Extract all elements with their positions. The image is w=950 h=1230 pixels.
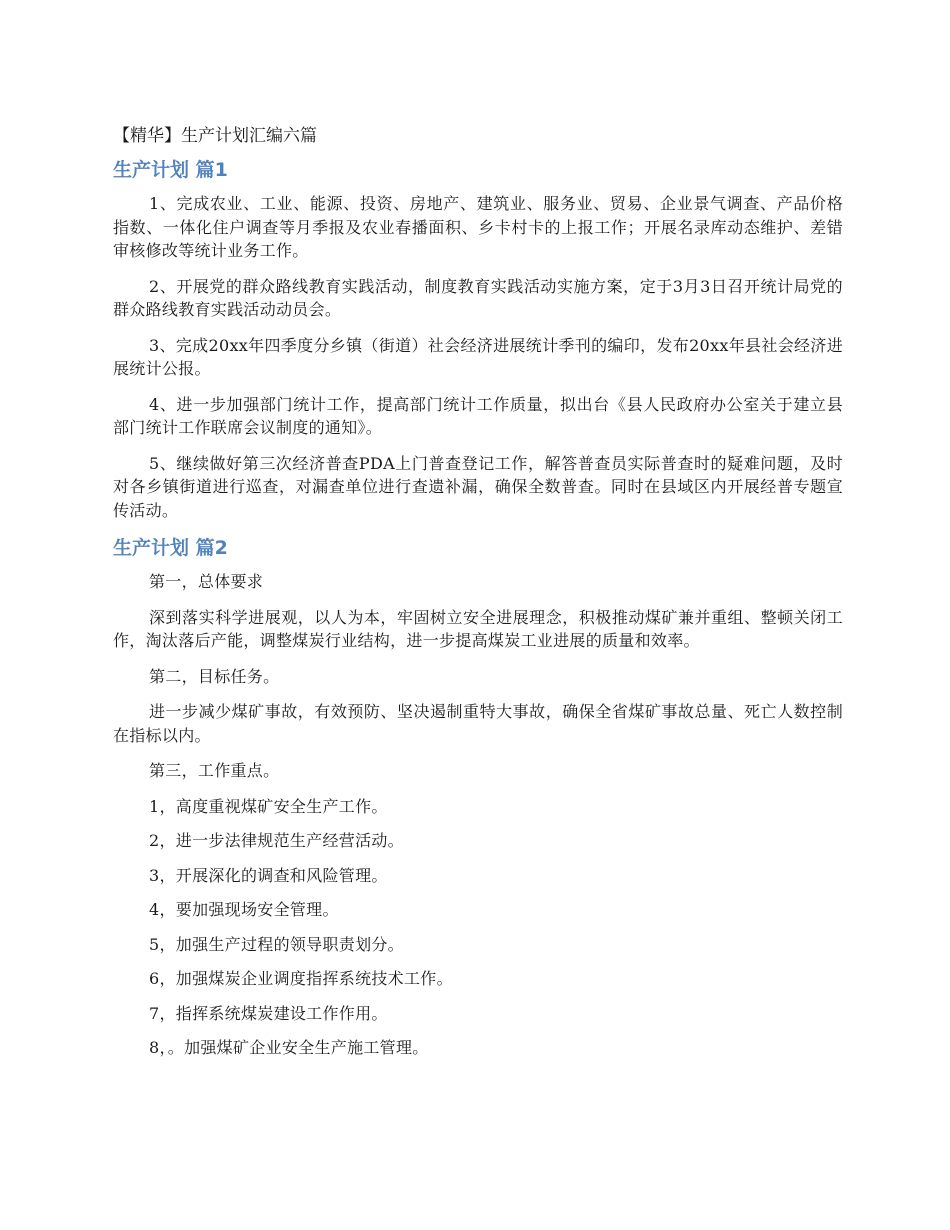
list-item: 6，加强煤炭企业调度指挥系统技术工作。 bbox=[149, 969, 453, 988]
list-item: 8，。加强煤矿企业安全生产施工管理。 bbox=[149, 1038, 429, 1057]
paragraph: 第二，目标任务。 bbox=[149, 666, 280, 686]
paragraph: 第一，总体要求 bbox=[149, 572, 264, 591]
list-item: 7，指挥系统煤炭建设工作作用。 bbox=[149, 1003, 388, 1023]
paragraph: 深到落实科学进展观，以人为本，牢固树立安全进展理念，积极推动煤矿兼并重组、整顿关闭工作，淘汰落后产能，调整煤炭行业结构，进一步提高煤炭工业进展的质量和效率。 bbox=[113, 607, 843, 650]
list-item: 2，进一步法律规范生产经营活动。 bbox=[149, 831, 404, 850]
paragraph: 4、进一步加强部门统计工作，提高部门统计工作质量，拟出台《县人民政府办公室关于建立县部门统计工作联席会议制度的通知》。 bbox=[113, 394, 843, 437]
list-item: 1，高度重视煤矿安全生产工作。 bbox=[149, 796, 388, 816]
document-title: 【精华】生产计划汇编六篇 bbox=[113, 126, 317, 146]
paragraph: 3、完成20xx年四季度分乡镇（街道）社会经济进展统计季刊的编印，发布20xx年县社会经济进展统计公报。 bbox=[113, 335, 843, 378]
section-2 bbox=[113, 534, 843, 1060]
paragraph: 2、开展党的群众路线教育实践活动，制度教育实践活动实施方案，定于3月3日召开统计局党的群众路线教育实践活动动员会。 bbox=[113, 276, 843, 319]
section-heading: 生产计划 篇1 bbox=[113, 159, 228, 181]
paragraph: 第三，工作重点。 bbox=[149, 761, 280, 780]
list-item: 4，要加强现场安全管理。 bbox=[149, 900, 339, 919]
paragraph: 1、完成农业、工业、能源、投资、房地产、建筑业、服务业、贸易、企业景气调查、产品价格指数、一体化住户调查等月季报及农业春播面积、乡卡村卡的上报工作；开展名录库动态维护、差错审核修改等统计业务工作。 bbox=[113, 194, 843, 260]
section-1 bbox=[113, 156, 843, 522]
list-item: 3，开展深化的调查和风险管理。 bbox=[149, 865, 388, 885]
paragraph: 进一步减少煤矿事故，有效预防、坚决遏制重特大事故，确保全省煤矿事故总量、死亡人数控制在指标以内。 bbox=[113, 702, 843, 745]
document-page bbox=[113, 122, 843, 1071]
list-item: 5，加强生产过程的领导职责划分。 bbox=[149, 934, 404, 954]
paragraph: 5、继续做好第三次经济普查PDA上门普查登记工作，解答普查员实际普查时的疑难问题，及时对各乡镇街道进行巡查，对漏查单位进行查遗补漏，确保全数普查。同时在县域区内开展经普专题宣传活动。 bbox=[113, 453, 843, 520]
section-heading: 生产计划 篇2 bbox=[113, 537, 228, 559]
